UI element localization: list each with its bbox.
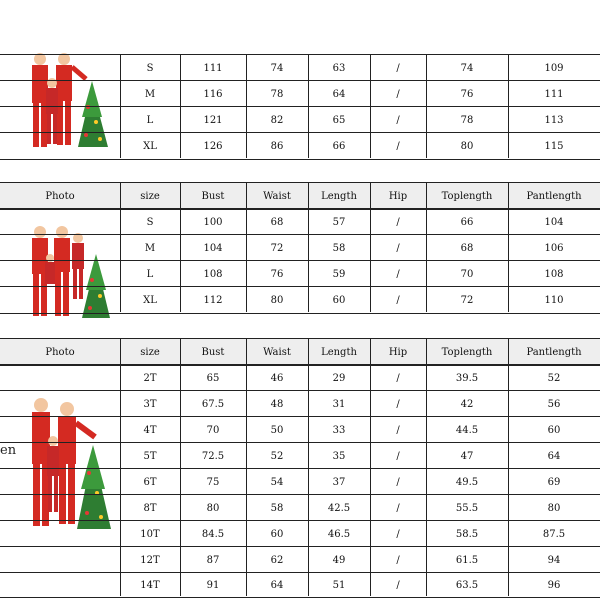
pantlength-cell: 69 xyxy=(547,476,561,488)
toplength-cell: 42 xyxy=(460,398,474,410)
waist-cell: 80 xyxy=(270,294,284,306)
table-row xyxy=(0,234,600,261)
bust-cell: 111 xyxy=(203,62,223,74)
column-divider xyxy=(180,182,181,312)
size-cell: M xyxy=(144,242,156,254)
pantlength-cell: 104 xyxy=(544,216,564,228)
column-divider xyxy=(308,54,309,158)
size-cell: 14T xyxy=(140,579,160,591)
waist-cell: 50 xyxy=(270,424,284,436)
length-cell: 35 xyxy=(332,450,346,462)
bust-cell: 72.5 xyxy=(201,450,225,462)
table-row xyxy=(0,106,600,133)
header-size: size xyxy=(140,346,160,358)
hip-cell: / xyxy=(396,579,400,591)
toplength-cell: 74 xyxy=(460,62,474,74)
bust-cell: 70 xyxy=(206,424,220,436)
waist-cell: 82 xyxy=(270,114,284,126)
table-row xyxy=(0,208,600,235)
waist-cell: 74 xyxy=(270,62,284,74)
hip-cell: / xyxy=(396,140,400,152)
table-row xyxy=(0,260,600,287)
header-hip: Hip xyxy=(388,190,408,202)
size-cell: XL xyxy=(143,294,157,306)
toplength-cell: 70 xyxy=(460,268,474,280)
table-row xyxy=(0,442,600,469)
pantlength-cell: 96 xyxy=(547,579,561,591)
column-divider xyxy=(246,182,247,312)
column-divider xyxy=(246,54,247,158)
column-divider xyxy=(370,54,371,158)
waist-cell: 76 xyxy=(270,268,284,280)
table-row xyxy=(0,364,600,391)
header-length: Length xyxy=(321,346,357,358)
toplength-cell: 49.5 xyxy=(455,476,479,488)
size-cell: L xyxy=(146,268,154,280)
column-divider xyxy=(308,182,309,312)
size-cell: 2T xyxy=(143,372,157,384)
size-cell: XL xyxy=(143,140,157,152)
hip-cell: / xyxy=(396,242,400,254)
bust-cell: 104 xyxy=(203,242,223,254)
bust-cell: 112 xyxy=(203,294,223,306)
toplength-cell: 80 xyxy=(460,140,474,152)
table-row xyxy=(0,468,600,495)
pantlength-cell: 115 xyxy=(544,140,564,152)
waist-cell: 86 xyxy=(270,140,284,152)
column-divider xyxy=(508,54,509,158)
waist-cell: 60 xyxy=(270,528,284,540)
hip-cell: / xyxy=(396,62,400,74)
toplength-cell: 72 xyxy=(460,294,474,306)
bust-cell: 67.5 xyxy=(201,398,225,410)
header-waist: Waist xyxy=(263,346,291,358)
table-row xyxy=(0,520,600,547)
length-cell: 66 xyxy=(332,140,346,152)
table-row xyxy=(0,416,600,443)
length-cell: 29 xyxy=(332,372,346,384)
toplength-cell: 76 xyxy=(460,88,474,100)
bust-cell: 65 xyxy=(206,372,220,384)
pantlength-cell: 110 xyxy=(544,294,564,306)
toplength-cell: 68 xyxy=(460,242,474,254)
toplength-cell: 58.5 xyxy=(455,528,479,540)
length-cell: 49 xyxy=(332,554,346,566)
length-cell: 33 xyxy=(332,424,346,436)
pantlength-cell: 106 xyxy=(544,242,564,254)
waist-cell: 78 xyxy=(270,88,284,100)
hip-cell: / xyxy=(396,216,400,228)
size-cell: 3T xyxy=(143,398,157,410)
side-label: en xyxy=(0,443,17,458)
bust-cell: 87 xyxy=(206,554,220,566)
bust-cell: 91 xyxy=(206,579,220,591)
size-cell: 6T xyxy=(143,476,157,488)
waist-cell: 54 xyxy=(270,476,284,488)
size-cell: M xyxy=(144,88,156,100)
waist-cell: 58 xyxy=(270,502,284,514)
hip-cell: / xyxy=(396,528,400,540)
toplength-cell: 44.5 xyxy=(455,424,479,436)
waist-cell: 62 xyxy=(270,554,284,566)
length-cell: 46.5 xyxy=(327,528,351,540)
waist-cell: 52 xyxy=(270,450,284,462)
hip-cell: / xyxy=(396,268,400,280)
header-photo: Photo xyxy=(45,346,75,358)
toplength-cell: 66 xyxy=(460,216,474,228)
column-divider xyxy=(120,182,121,312)
toplength-cell: 63.5 xyxy=(455,579,479,591)
column-divider xyxy=(180,54,181,158)
column-divider xyxy=(426,182,427,312)
pantlength-cell: 64 xyxy=(547,450,561,462)
size-table-3 xyxy=(0,338,600,598)
bust-cell: 121 xyxy=(203,114,223,126)
pantlength-cell: 56 xyxy=(547,398,561,410)
size-cell: 12T xyxy=(140,554,160,566)
length-cell: 42.5 xyxy=(327,502,351,514)
pantlength-cell: 87.5 xyxy=(542,528,566,540)
bust-cell: 126 xyxy=(203,140,223,152)
toplength-cell: 55.5 xyxy=(455,502,479,514)
size-cell: 4T xyxy=(143,424,157,436)
hip-cell: / xyxy=(396,450,400,462)
length-cell: 59 xyxy=(332,268,346,280)
header-toplength: Toplength xyxy=(441,190,493,202)
header-hip: Hip xyxy=(388,346,408,358)
column-divider xyxy=(508,182,509,312)
length-cell: 63 xyxy=(332,62,346,74)
header-bust: Bust xyxy=(201,346,225,358)
table-row xyxy=(0,54,600,81)
hip-cell: / xyxy=(396,88,400,100)
table-header-row xyxy=(0,182,600,210)
header-bust: Bust xyxy=(201,190,225,202)
header-pantlength: Pantlength xyxy=(526,190,582,202)
waist-cell: 68 xyxy=(270,216,284,228)
pantlength-cell: 94 xyxy=(547,554,561,566)
toplength-cell: 39.5 xyxy=(455,372,479,384)
table-row xyxy=(0,286,600,314)
bust-cell: 108 xyxy=(203,268,223,280)
size-table-2 xyxy=(0,182,600,334)
hip-cell: / xyxy=(396,114,400,126)
table-header-row xyxy=(0,338,600,366)
bust-cell: 84.5 xyxy=(201,528,225,540)
bust-cell: 80 xyxy=(206,502,220,514)
length-cell: 64 xyxy=(332,88,346,100)
waist-cell: 46 xyxy=(270,372,284,384)
column-divider xyxy=(308,338,309,596)
size-table-1 xyxy=(0,54,600,158)
length-cell: 31 xyxy=(332,398,346,410)
table-row xyxy=(0,572,600,598)
length-cell: 65 xyxy=(332,114,346,126)
header-pantlength: Pantlength xyxy=(526,346,582,358)
toplength-cell: 61.5 xyxy=(455,554,479,566)
table-row xyxy=(0,80,600,107)
pantlength-cell: 60 xyxy=(547,424,561,436)
column-divider xyxy=(180,338,181,596)
header-waist: Waist xyxy=(263,190,291,202)
pantlength-cell: 108 xyxy=(544,268,564,280)
waist-cell: 64 xyxy=(270,579,284,591)
hip-cell: / xyxy=(396,294,400,306)
size-cell: S xyxy=(146,216,154,228)
size-cell: 10T xyxy=(140,528,160,540)
pantlength-cell: 111 xyxy=(544,88,564,100)
column-divider xyxy=(508,338,509,596)
length-cell: 37 xyxy=(332,476,346,488)
length-cell: 57 xyxy=(332,216,346,228)
toplength-cell: 78 xyxy=(460,114,474,126)
waist-cell: 72 xyxy=(270,242,284,254)
hip-cell: / xyxy=(396,502,400,514)
table-row xyxy=(0,390,600,417)
pantlength-cell: 52 xyxy=(547,372,561,384)
length-cell: 51 xyxy=(332,579,346,591)
table-row xyxy=(0,132,600,160)
hip-cell: / xyxy=(396,424,400,436)
hip-cell: / xyxy=(396,554,400,566)
waist-cell: 48 xyxy=(270,398,284,410)
hip-cell: / xyxy=(396,398,400,410)
column-divider xyxy=(370,338,371,596)
hip-cell: / xyxy=(396,372,400,384)
pantlength-cell: 80 xyxy=(547,502,561,514)
header-toplength: Toplength xyxy=(441,346,493,358)
table-row xyxy=(0,494,600,521)
header-photo: Photo xyxy=(45,190,75,202)
column-divider xyxy=(246,338,247,596)
table-row xyxy=(0,546,600,573)
column-divider xyxy=(120,54,121,158)
length-cell: 60 xyxy=(332,294,346,306)
column-divider xyxy=(120,338,121,596)
column-divider xyxy=(426,54,427,158)
header-size: size xyxy=(140,190,160,202)
pantlength-cell: 113 xyxy=(544,114,564,126)
toplength-cell: 47 xyxy=(460,450,474,462)
size-cell: S xyxy=(146,62,154,74)
size-cell: 8T xyxy=(143,502,157,514)
header-length: Length xyxy=(321,190,357,202)
column-divider xyxy=(426,338,427,596)
bust-cell: 116 xyxy=(203,88,223,100)
pantlength-cell: 109 xyxy=(544,62,564,74)
size-cell: 5T xyxy=(143,450,157,462)
hip-cell: / xyxy=(396,476,400,488)
size-cell: L xyxy=(146,114,154,126)
bust-cell: 75 xyxy=(206,476,220,488)
length-cell: 58 xyxy=(332,242,346,254)
column-divider xyxy=(370,182,371,312)
bust-cell: 100 xyxy=(203,216,223,228)
